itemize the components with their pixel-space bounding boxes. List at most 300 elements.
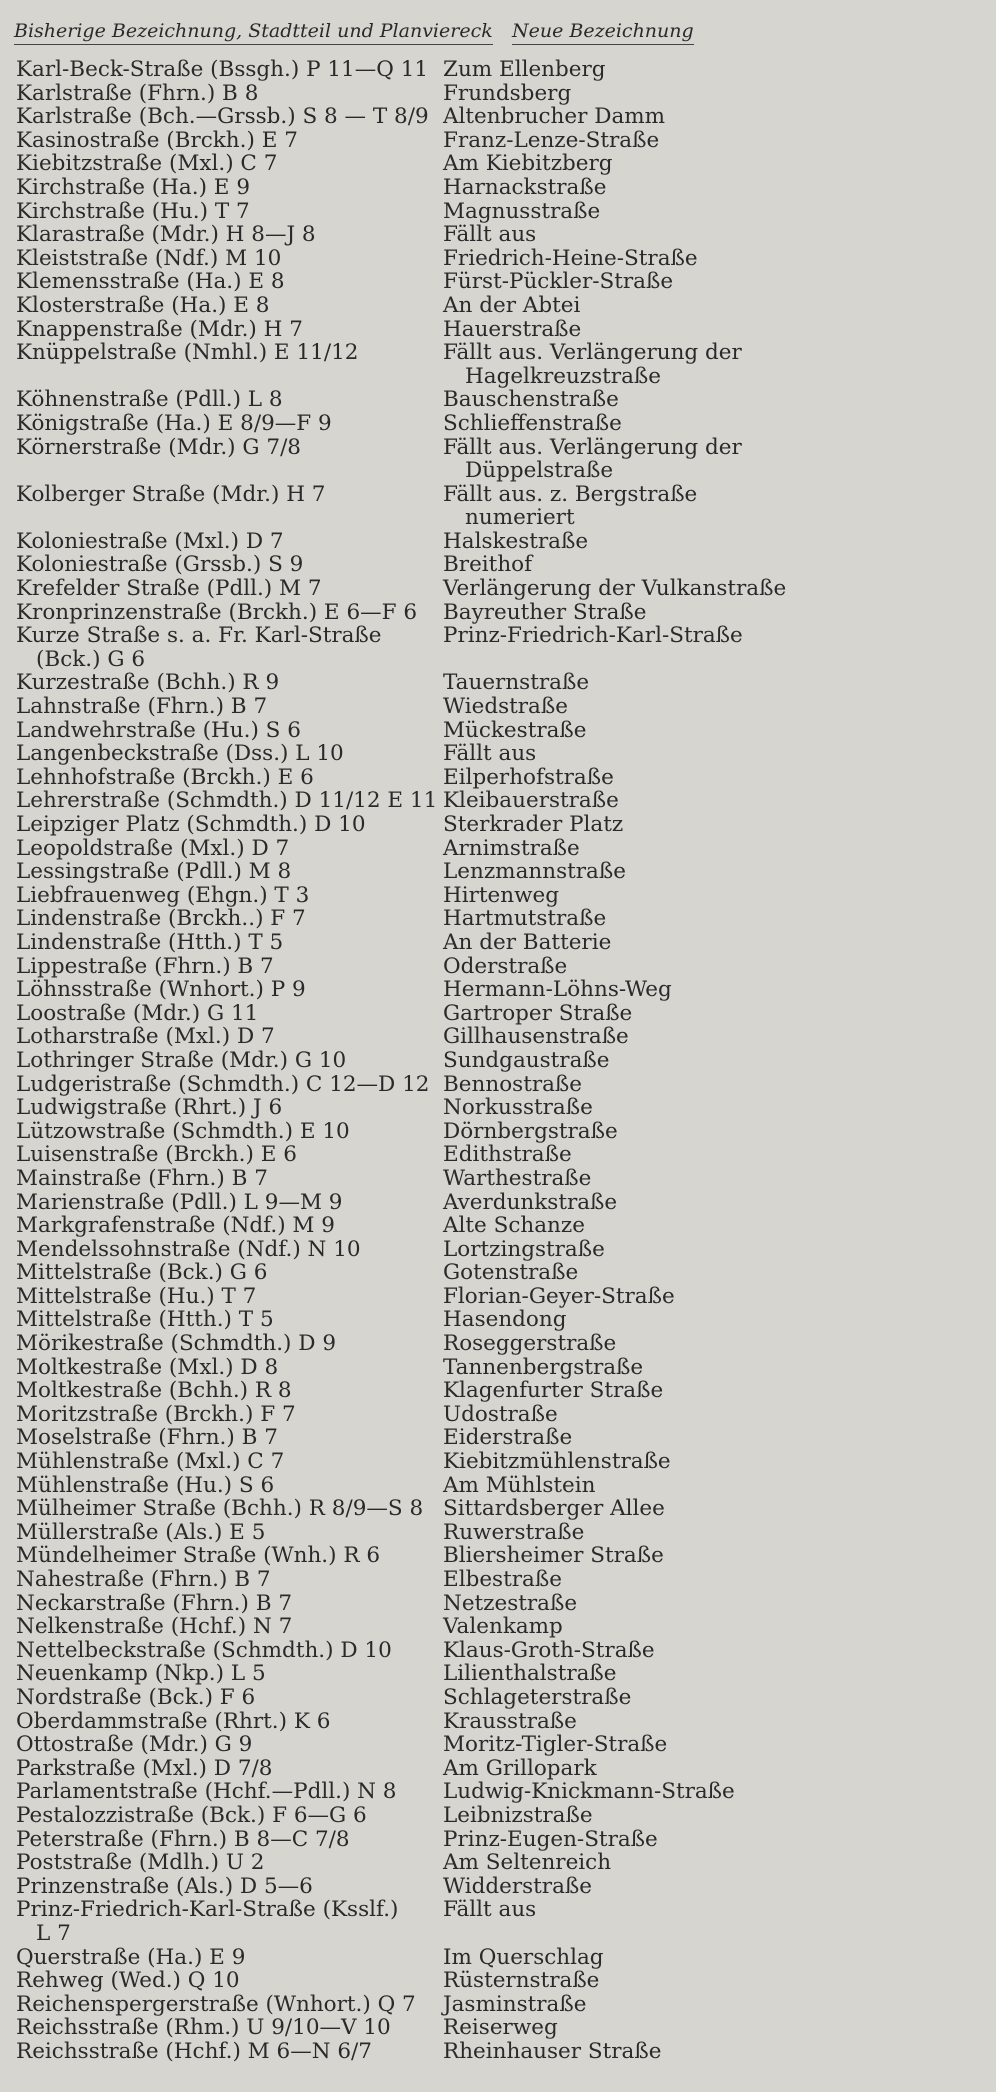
list-item: [0, 1875, 996, 1899]
new-street-name-line: Kiebitzmühlenstraße: [443, 1449, 671, 1475]
new-street-name: [443, 789, 983, 813]
list-item: [0, 1403, 996, 1427]
new-street-name: [443, 978, 983, 1002]
list-item: [0, 294, 996, 318]
list-item: [0, 1474, 996, 1498]
old-street-name-line: Markgrafenstraße (Ndf.) M 9: [16, 1213, 335, 1239]
list-item: [0, 1426, 996, 1450]
street-rename-list: [0, 58, 996, 2063]
old-street-name-line: Kiebitzstraße (Mxl.) C 7: [16, 151, 278, 177]
old-street-name: [16, 1096, 436, 1120]
old-street-name-line: Reichsstraße (Rhm.) U 9/10—V 10: [16, 2015, 391, 2041]
old-street-name: [16, 742, 436, 766]
old-street-name: [16, 388, 436, 412]
list-item: [0, 341, 996, 388]
list-item: [0, 766, 996, 790]
new-street-name-line: Widderstraße: [443, 1873, 592, 1899]
list-item: [0, 1568, 996, 1592]
new-street-name: [443, 1073, 983, 1097]
new-street-name: [443, 931, 983, 955]
new-street-name: [443, 1356, 983, 1380]
new-street-name-line: Bennostraße: [443, 1071, 583, 1097]
old-street-name-line: Mittelstraße (Htth.) T 5: [16, 1307, 274, 1333]
new-street-name: [443, 129, 983, 153]
list-item: [0, 270, 996, 294]
old-street-name-line: Neckarstraße (Fhrn.) B 7: [16, 1590, 293, 1616]
new-street-name-line: Am Mühlstein: [443, 1472, 596, 1498]
old-street-name: [16, 1804, 436, 1828]
new-street-name-line: Hirtenweg: [443, 882, 560, 908]
list-item: [0, 813, 996, 837]
new-street-name-line: Eilperhofstraße: [443, 764, 614, 790]
old-street-name: [16, 1969, 436, 1993]
old-street-name: [16, 1639, 436, 1663]
new-street-name-line: Halskestraße: [443, 528, 589, 554]
new-street-name: [443, 2016, 983, 2040]
new-street-name-line: Hauerstraße: [443, 316, 582, 342]
old-street-name-line: Pestalozzistraße (Bck.) F 6—G 6: [16, 1802, 367, 1828]
old-street-name: [16, 1733, 436, 1757]
list-item: [0, 1191, 996, 1215]
old-street-name-line: Peterstraße (Fhrn.) B 8—C 7/8: [16, 1826, 350, 1852]
old-street-name: [16, 1261, 436, 1285]
new-street-name-line: Prinz-Eugen-Straße: [443, 1826, 658, 1852]
new-street-name-line: Valenkamp: [443, 1614, 563, 1640]
list-item: [0, 789, 996, 813]
new-street-name: [443, 1096, 983, 1120]
list-item: [0, 2040, 996, 2064]
new-street-name-line: Am Grillopark: [443, 1755, 597, 1781]
new-street-name: [443, 1238, 983, 1262]
new-street-name-line: Udostraße: [443, 1401, 558, 1427]
new-street-name: [443, 200, 983, 224]
new-street-name: [443, 719, 983, 743]
list-item: [0, 1497, 996, 1521]
old-street-name-line: Parkstraße (Mxl.) D 7/8: [16, 1755, 273, 1781]
list-item: [0, 1332, 996, 1356]
new-street-name: [443, 577, 983, 601]
old-street-name-line: Nelkenstraße (Hchf.) N 7: [16, 1614, 293, 1640]
new-street-name: [443, 294, 983, 318]
list-item: [0, 1261, 996, 1285]
old-street-name: [16, 1285, 436, 1309]
old-street-name: [16, 978, 436, 1002]
new-street-name: [443, 1426, 983, 1450]
old-street-name-line: Klarastraße (Mdr.) H 8—J 8: [16, 222, 316, 248]
old-street-name-line: Körnerstraße (Mdr.) G 7/8: [16, 434, 301, 460]
new-street-name: [443, 624, 983, 648]
new-street-name: [443, 1025, 983, 1049]
list-item: [0, 58, 996, 82]
new-street-name: [443, 766, 983, 790]
new-street-name: [443, 1615, 983, 1639]
list-item: [0, 1662, 996, 1686]
old-street-name-line: Lützowstraße (Schmdth.) E 10: [16, 1118, 350, 1144]
old-street-name: [16, 1191, 436, 1215]
new-street-name: [443, 82, 983, 106]
new-street-name: [443, 152, 983, 176]
old-street-name-line: Parlamentstraße (Hchf.—Pdll.) N 8: [16, 1779, 397, 1805]
new-street-name: [443, 1639, 983, 1663]
list-item: [0, 624, 996, 671]
new-street-name-line: Schlieffenstraße: [443, 410, 622, 436]
old-street-name-line: Langenbeckstraße (Dss.) L 10: [16, 741, 344, 767]
new-street-name-line: Gillhausenstraße: [443, 1024, 629, 1050]
old-street-name: [16, 1780, 436, 1804]
old-street-name: [16, 837, 436, 861]
new-street-name: [443, 671, 983, 695]
old-street-name-line: Mühlenstraße (Hu.) S 6: [16, 1472, 275, 1498]
new-street-name-line: Mückestraße: [443, 717, 587, 743]
new-street-name-line: Averdunkstraße: [443, 1189, 618, 1215]
new-street-name: [443, 1875, 983, 1899]
new-street-name: [443, 1474, 983, 1498]
new-street-name: [443, 1143, 983, 1167]
old-street-name-line: Löhnsstraße (Wnhort.) P 9: [16, 977, 306, 1003]
list-item: [0, 318, 996, 342]
old-street-name: [16, 270, 436, 294]
new-street-name-line: Frundsberg: [443, 80, 572, 106]
old-street-name: [16, 223, 436, 247]
list-item: [0, 1804, 996, 1828]
old-street-name-line: Koloniestraße (Grssb.) S 9: [16, 552, 304, 578]
new-street-name-line: Gartroper Straße: [443, 1000, 633, 1026]
new-street-name: [443, 601, 983, 625]
new-street-name-line: Dörnbergstraße: [443, 1118, 618, 1144]
list-item: [0, 978, 996, 1002]
old-street-name-line: Moselstraße (Fhrn.) B 7: [16, 1425, 278, 1451]
list-item: [0, 1686, 996, 1710]
new-street-name-line: Leibnizstraße: [443, 1802, 593, 1828]
old-street-name: [16, 719, 436, 743]
new-street-name-line: Fällt aus: [443, 741, 537, 767]
new-street-name-line: Zum Ellenberg: [443, 57, 606, 82]
list-item: [0, 1592, 996, 1616]
new-street-name-line: Am Kiebitzberg: [443, 151, 613, 177]
new-street-name-line: Kleibauerstraße: [443, 788, 619, 814]
list-item: [0, 955, 996, 979]
list-item: [0, 200, 996, 224]
list-item: [0, 1733, 996, 1757]
new-street-name-line: Sterkrader Platz: [443, 812, 624, 837]
list-item: [0, 129, 996, 153]
old-street-name: [16, 577, 436, 601]
new-street-name-line: Hasendong: [443, 1307, 567, 1333]
old-street-name-line: Karlstraße (Fhrn.) B 8: [16, 80, 259, 106]
old-street-name-line: Knüppelstraße (Nmhl.) E 11/12: [16, 340, 359, 366]
list-item: [0, 1214, 996, 1238]
new-street-name-continuation: Düppelstraße: [465, 458, 614, 484]
new-street-name-line: Ruwerstraße: [443, 1519, 585, 1545]
old-street-name: [16, 907, 436, 931]
new-street-name: [443, 1379, 983, 1403]
list-item: [0, 1096, 996, 1120]
old-street-name-line: Mühlenstraße (Mxl.) C 7: [16, 1449, 285, 1475]
new-street-name-line: Norkusstraße: [443, 1095, 593, 1121]
old-street-name: [16, 860, 436, 884]
list-item: [0, 742, 996, 766]
list-item: [0, 483, 996, 530]
old-street-name: [16, 1450, 436, 1474]
new-street-name-line: Prinz-Friedrich-Karl-Straße: [443, 623, 743, 649]
old-street-name: [16, 1049, 436, 1073]
old-street-name-line: Neuenkamp (Nkp.) L 5: [16, 1661, 266, 1687]
new-street-name: [443, 2040, 983, 2064]
list-item: [0, 1049, 996, 1073]
list-item: [0, 1710, 996, 1734]
old-street-name-line: Nahestraße (Fhrn.) B 7: [16, 1567, 271, 1592]
new-street-name: [443, 388, 983, 412]
new-street-name-line: Warthestraße: [443, 1165, 592, 1191]
new-street-name: [443, 955, 983, 979]
old-street-name-line: Liebfrauenweg (Ehgn.) T 3: [16, 882, 310, 908]
new-street-name-line: Fällt aus. z. Bergstraße: [443, 481, 698, 507]
new-street-name: [443, 907, 983, 931]
new-street-name-line: Moritz-Tigler-Straße: [443, 1732, 668, 1758]
new-street-name-line: Tannenbergstraße: [443, 1354, 644, 1380]
old-street-name-line: Krefelder Straße (Pdll.) M 7: [16, 576, 322, 602]
new-street-name-continuation: Hagelkreuzstraße: [465, 363, 661, 389]
old-street-name: [16, 789, 436, 813]
old-street-name-line: Karl-Beck-Straße (Bssgh.) P 11—Q 11: [16, 57, 429, 82]
new-street-name: [443, 270, 983, 294]
old-street-name: [16, 1615, 436, 1639]
new-street-name: [443, 837, 983, 861]
old-street-name-line: Mainstraße (Fhrn.) B 7: [16, 1165, 268, 1191]
new-street-name: [443, 813, 983, 837]
new-street-name: [443, 1710, 983, 1734]
new-street-name: [443, 1285, 983, 1309]
list-item: [0, 1379, 996, 1403]
new-street-name-line: Im Querschlag: [443, 1944, 604, 1970]
list-item: [0, 1073, 996, 1097]
old-street-name: [16, 671, 436, 695]
list-item: [0, 1828, 996, 1852]
old-street-name: [16, 436, 436, 460]
old-street-name: [16, 341, 436, 365]
old-street-name: [16, 1851, 436, 1875]
old-street-name-line: Lahnstraße (Fhrn.) B 7: [16, 694, 268, 720]
new-street-name: [443, 553, 983, 577]
old-street-name: [16, 1025, 436, 1049]
old-street-name-line: Nettelbeckstraße (Schmdth.) D 10: [16, 1637, 392, 1663]
list-item: [0, 1969, 996, 1993]
old-street-name-line: Königstraße (Ha.) E 8/9—F 9: [16, 410, 332, 436]
old-street-name: [16, 1403, 436, 1427]
old-street-name: [16, 1710, 436, 1734]
old-street-name-line: Klemensstraße (Ha.) E 8: [16, 269, 285, 295]
old-street-name: [16, 1356, 436, 1380]
new-street-name-line: Gotenstraße: [443, 1260, 579, 1286]
old-street-name: [16, 1426, 436, 1450]
new-street-name-line: Friedrich-Heine-Straße: [443, 245, 698, 271]
new-street-name: [443, 1828, 983, 1852]
new-street-name-line: Florian-Geyer-Straße: [443, 1283, 675, 1309]
old-street-name-line: Lotharstraße (Mxl.) D 7: [16, 1024, 275, 1050]
list-item: [0, 1544, 996, 1568]
old-street-name: [16, 129, 436, 153]
list-item: [0, 1993, 996, 2017]
old-street-name-line: Ludgeristraße (Schmdth.) C 12—D 12: [16, 1071, 430, 1097]
old-street-name: [16, 884, 436, 908]
list-item: [0, 82, 996, 106]
new-street-name-line: Rüsternstraße: [443, 1968, 600, 1994]
new-street-name: [443, 742, 983, 766]
old-street-name-line: Lippestraße (Fhrn.) B 7: [16, 953, 274, 979]
old-street-name: [16, 1946, 436, 1970]
new-street-name-line: Magnusstraße: [443, 198, 601, 224]
list-item: [0, 1143, 996, 1167]
old-street-name-line: Kurzestraße (Bchh.) R 9: [16, 670, 280, 696]
new-street-name: [443, 1049, 983, 1073]
old-street-name-line: Lindenstraße (Htth.) T 5: [16, 929, 284, 955]
list-item: [0, 2016, 996, 2040]
old-street-name: [16, 1379, 436, 1403]
old-street-name-line: Ludwigstraße (Rhrt.) J 6: [16, 1095, 283, 1121]
new-street-name: [443, 1592, 983, 1616]
old-street-name-line: Lehrerstraße (Schmdth.) D 11/12 E 11: [16, 788, 438, 814]
new-street-name-line: Arnimstraße: [443, 835, 580, 861]
list-item: [0, 1285, 996, 1309]
new-street-name: [443, 860, 983, 884]
old-street-name: [16, 530, 436, 554]
new-street-name-line: Breithof: [443, 552, 533, 578]
new-street-name: [443, 1662, 983, 1686]
old-street-name-line: Knappenstraße (Mdr.) H 7: [16, 316, 303, 342]
new-street-name: [443, 318, 983, 342]
new-street-name: [443, 884, 983, 908]
list-item: [0, 176, 996, 200]
old-street-name: [16, 200, 436, 224]
list-item: [0, 860, 996, 884]
new-street-name-line: Fällt aus. Verlängerung der: [443, 340, 742, 366]
new-street-name: [443, 695, 983, 719]
new-street-name-line: Eiderstraße: [443, 1425, 573, 1451]
new-street-name: [443, 1497, 983, 1521]
old-street-name: [16, 412, 436, 436]
old-street-name: [16, 1757, 436, 1781]
old-street-name-line: Mündelheimer Straße (Wnh.) R 6: [16, 1543, 381, 1569]
new-street-name-line: Hermann-Löhns-Weg: [443, 977, 672, 1003]
list-item: [0, 671, 996, 695]
old-street-name-line: Kirchstraße (Ha.) E 9: [16, 174, 251, 200]
old-street-name: [16, 176, 436, 200]
new-street-name-line: Krausstraße: [443, 1708, 577, 1734]
old-street-name-line: Lindenstraße (Brckh..) F 7: [16, 906, 306, 932]
new-street-name: [443, 1167, 983, 1191]
old-street-name-line: Prinz-Friedrich-Karl-Straße (Ksslf.): [16, 1897, 399, 1923]
new-street-name-line: Bliersheimer Straße: [443, 1543, 664, 1569]
old-street-name-line: Loostraße (Mdr.) G 11: [16, 1000, 259, 1026]
new-street-name: [443, 1804, 983, 1828]
old-street-name-line: Reichsstraße (Hchf.) M 6—N 6/7: [16, 2038, 372, 2064]
list-item: [0, 1356, 996, 1380]
column-headers: [14, 20, 996, 50]
old-street-name-line: Marienstraße (Pdll.) L 9—M 9: [16, 1189, 343, 1215]
list-item: [0, 1615, 996, 1639]
new-street-name: [443, 1544, 983, 1568]
old-street-name-continuation: (Bck.) G 6: [36, 646, 146, 672]
old-street-name-line: Oberdammstraße (Rhrt.) K 6: [16, 1708, 331, 1734]
old-street-name: [16, 1474, 436, 1498]
old-street-name: [16, 58, 436, 82]
old-street-name-line: Querstraße (Ha.) E 9: [16, 1944, 246, 1970]
old-street-name-line: Moltkestraße (Bchh.) R 8: [16, 1378, 292, 1404]
old-street-name: [16, 553, 436, 577]
old-street-name: [16, 931, 436, 955]
new-street-name-line: Fällt aus: [443, 222, 537, 248]
list-item: [0, 907, 996, 931]
list-item: [0, 1120, 996, 1144]
old-street-name: [16, 1828, 436, 1852]
old-street-name: [16, 1214, 436, 1238]
list-item: [0, 1308, 996, 1332]
old-street-name-line: Kirchstraße (Hu.) T 7: [16, 198, 250, 224]
old-street-name: [16, 1073, 436, 1097]
old-street-name: [16, 1002, 436, 1026]
new-street-name: [443, 483, 983, 530]
new-street-name: [443, 1002, 983, 1026]
old-street-name: [16, 294, 436, 318]
old-street-name-line: Koloniestraße (Mxl.) D 7: [16, 528, 284, 554]
old-street-name-line: Leipziger Platz (Schmdth.) D 10: [16, 812, 366, 837]
new-street-name-line: Jasminstraße: [443, 1991, 587, 2017]
old-street-name-line: Moltkestraße (Mxl.) D 8: [16, 1354, 279, 1380]
old-street-name: [16, 1993, 436, 2017]
new-street-name-line: Schlageterstraße: [443, 1684, 632, 1710]
list-item: [0, 412, 996, 436]
old-street-name: [16, 1308, 436, 1332]
new-street-name: [443, 1120, 983, 1144]
new-street-name-line: Klagenfurter Straße: [443, 1378, 664, 1404]
old-name-header: Bisherige Bezeichnung, Stadtteil und Planviereck: [14, 20, 493, 45]
new-street-name-line: Lortzingstraße: [443, 1236, 605, 1262]
old-street-name: [16, 2016, 436, 2040]
old-street-name-line: Mörikestraße (Schmdth.) D 9: [16, 1331, 337, 1357]
new-street-name-line: An der Abtei: [443, 292, 581, 318]
list-item: [0, 695, 996, 719]
list-item: [0, 719, 996, 743]
old-street-name-line: Köhnenstraße (Pdll.) L 8: [16, 387, 283, 413]
old-street-name-line: Reichenspergerstraße (Wnhort.) Q 7: [16, 1991, 416, 2017]
list-item: [0, 436, 996, 483]
old-street-name-line: Nordstraße (Bck.) F 6: [16, 1684, 256, 1710]
new-street-name: [443, 1261, 983, 1285]
list-item: [0, 1898, 996, 1945]
new-street-name-line: Bayreuther Straße: [443, 599, 647, 625]
old-street-name: [16, 1686, 436, 1710]
old-street-name: [16, 1120, 436, 1144]
new-street-name: [443, 1403, 983, 1427]
old-street-name: [16, 1592, 436, 1616]
new-street-name: [443, 1851, 983, 1875]
old-street-name: [16, 1544, 436, 1568]
old-street-name: [16, 1497, 436, 1521]
new-street-name: [443, 1308, 983, 1332]
new-street-name: [443, 412, 983, 436]
old-street-name-line: Kasinostraße (Brckh.) E 7: [16, 127, 298, 153]
new-street-name-line: Sundgaustraße: [443, 1047, 610, 1073]
old-street-name-line: Mülheimer Straße (Bchh.) R 8/9—S 8: [16, 1496, 424, 1522]
old-street-name-continuation: L 7: [36, 1920, 71, 1946]
new-street-name: [443, 436, 983, 483]
new-street-name-line: Fürst-Pückler-Straße: [443, 269, 674, 295]
new-street-name: [443, 1332, 983, 1356]
list-item: [0, 1002, 996, 1026]
old-street-name: [16, 1568, 436, 1592]
new-street-name-line: Alte Schanze: [443, 1213, 585, 1239]
old-street-name: [16, 1662, 436, 1686]
